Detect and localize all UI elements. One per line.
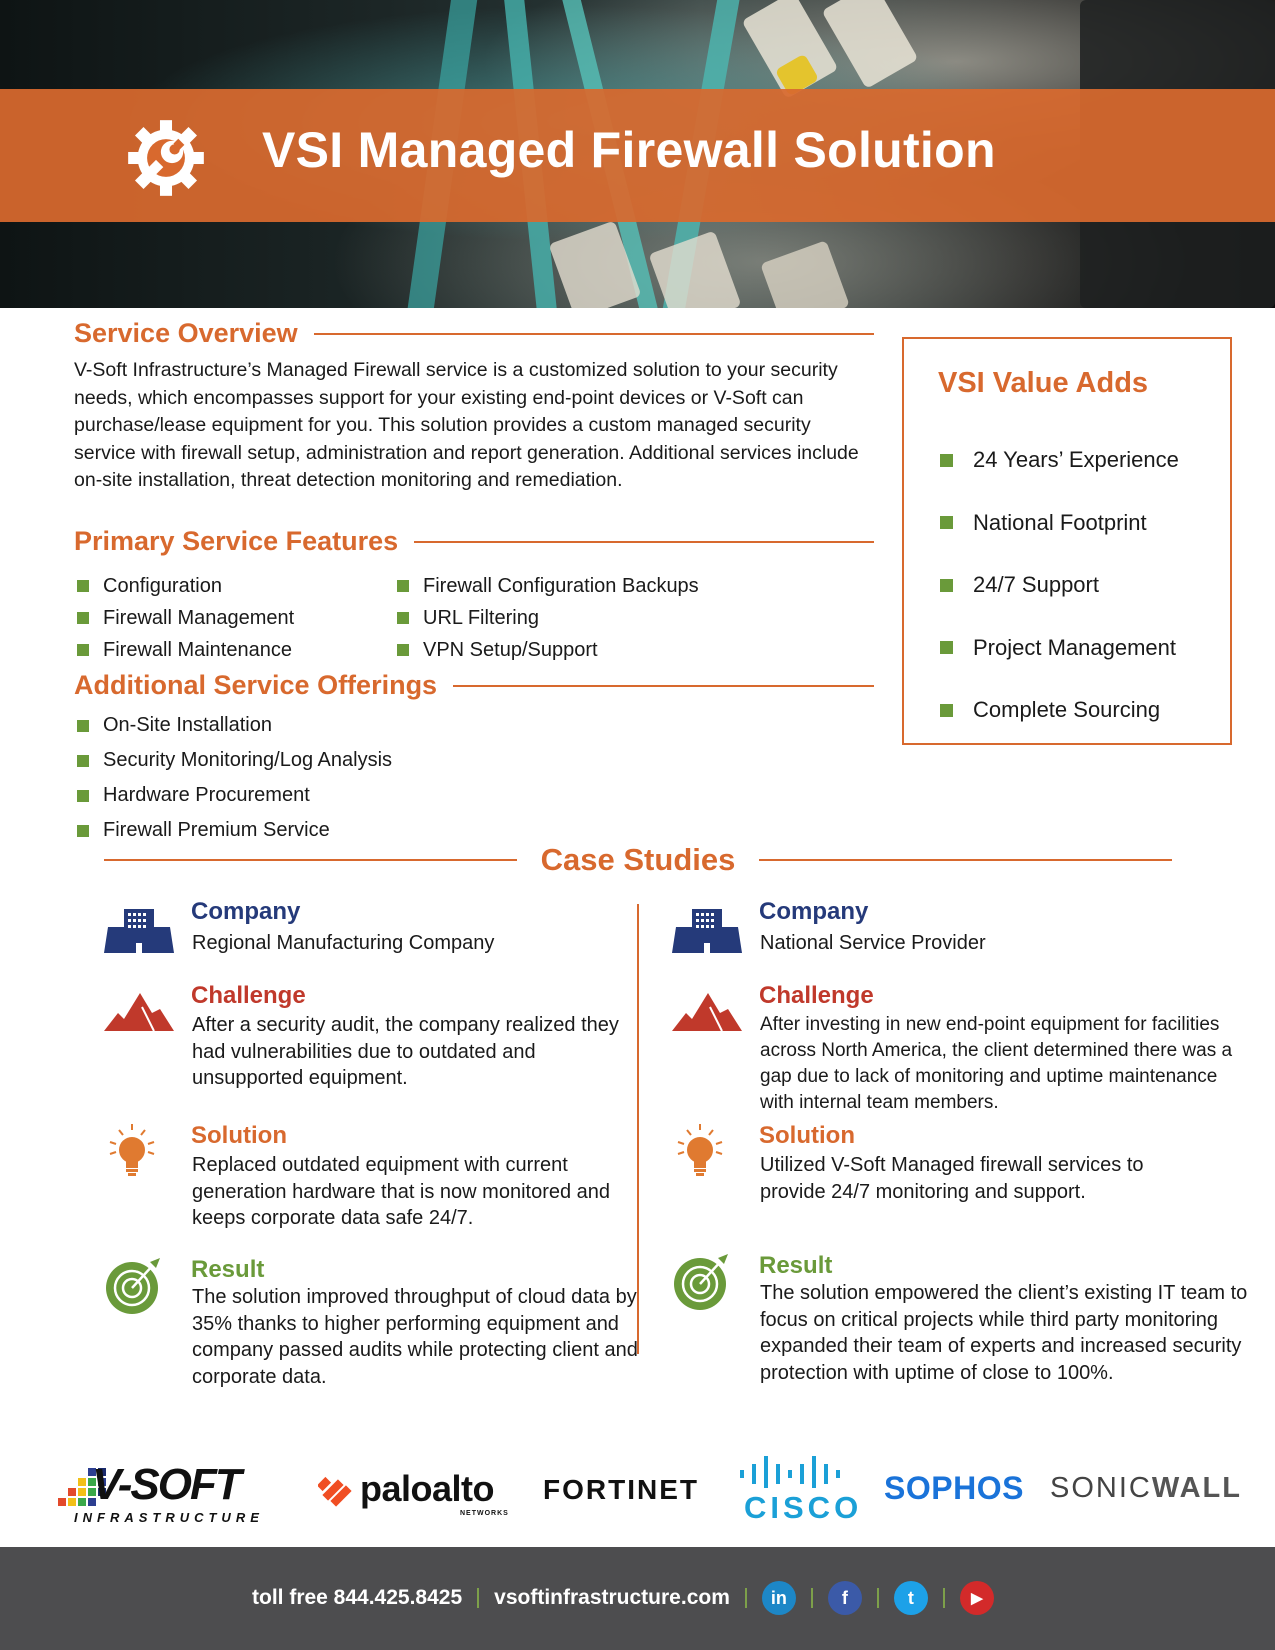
bullet-icon: [940, 454, 953, 467]
list-item: 24/7 Support: [940, 554, 1179, 617]
bullet-icon: [77, 612, 89, 624]
section-title: Case Studies: [540, 842, 736, 877]
additional-offerings-list: [77, 708, 392, 848]
value-adds-list: [940, 429, 1179, 742]
list-item: Firewall Management: [77, 602, 294, 634]
divider: [759, 859, 1172, 861]
footer-contact: [252, 1580, 994, 1616]
website-link[interactable]: vsoftinfrastructure.com: [494, 1586, 730, 1609]
section-title: Primary Service Features: [74, 526, 399, 556]
sophos-logo: SOPHOS: [884, 1470, 1024, 1506]
divider: [811, 1588, 813, 1608]
list-item: 24 Years’ Experience: [940, 429, 1179, 492]
list-item: Hardware Procurement: [77, 778, 392, 813]
list-item: Configuration: [77, 570, 294, 602]
primary-features-heading: [74, 526, 874, 557]
mountain-icon: [672, 982, 742, 1042]
bullet-icon: [397, 612, 409, 624]
partner-logos: [0, 1450, 1275, 1540]
bullet-icon: [77, 644, 89, 656]
divider: [877, 1588, 879, 1608]
list-item: Complete Sourcing: [940, 679, 1179, 742]
target-icon: [672, 1252, 742, 1312]
paloalto-logo: paloalto NETWORKS: [318, 1464, 518, 1524]
case1-company: Company Regional Manufacturing Company: [104, 900, 634, 960]
youtube-icon[interactable]: ▶: [960, 1581, 994, 1615]
bullet-icon: [940, 641, 953, 654]
section-title: Additional Service Offerings: [74, 670, 438, 700]
list-item: National Footprint: [940, 492, 1179, 555]
value-adds-title: VSI Value Adds: [938, 367, 1149, 399]
bullet-icon: [77, 825, 89, 837]
primary-features-list-1: [77, 570, 294, 666]
bullet-icon: [940, 704, 953, 717]
cisco-logo: CISCO: [732, 1456, 852, 1532]
bullet-icon: [940, 516, 953, 529]
building-icon: [104, 900, 174, 960]
bullet-icon: [940, 579, 953, 592]
target-icon: [104, 1256, 174, 1316]
sonicwall-logo: SONICWALL: [1050, 1472, 1242, 1504]
mountain-icon: [104, 982, 174, 1042]
list-item: Project Management: [940, 617, 1179, 680]
linkedin-icon[interactable]: in: [762, 1581, 796, 1615]
divider: [314, 333, 874, 335]
section-title: Service Overview: [74, 318, 298, 348]
bullet-icon: [77, 720, 89, 732]
list-item: VPN Setup/Support: [397, 634, 699, 666]
bullet-icon: [397, 644, 409, 656]
list-item: URL Filtering: [397, 602, 699, 634]
divider: [745, 1588, 747, 1608]
bullet-icon: [77, 790, 89, 802]
phone-number[interactable]: toll free 844.425.8425: [252, 1586, 463, 1609]
footer: [0, 1547, 1275, 1650]
vsoft-logo: V-SOFT INFRASTRUCTURE: [58, 1460, 288, 1530]
bullet-icon: [77, 580, 89, 592]
facebook-icon[interactable]: f: [828, 1581, 862, 1615]
case-studies-heading: [104, 842, 1172, 878]
lightbulb-icon: [672, 1122, 742, 1182]
list-item: Firewall Configuration Backups: [397, 570, 699, 602]
value-adds-box: [902, 337, 1232, 745]
building-icon: [672, 900, 742, 960]
fortinet-logo: FORTINET: [543, 1474, 699, 1505]
service-overview-text: V-Soft Infrastructure’s Managed Firewall service is a customized solution to your security needs, which encompasses support for your existing end-point devices or V-Soft can purchase/lease equipment for you. This solution provides a custom managed security service with firewall setup, administration and report generation. Additional services include on-site installation, threat detection monitoring and remediation.: [74, 359, 859, 491]
page-title: VSI Managed Firewall Solution: [262, 122, 996, 178]
divider: [453, 685, 874, 687]
bullet-icon: [397, 580, 409, 592]
additional-offerings-heading: [74, 670, 874, 701]
twitter-icon[interactable]: t: [894, 1581, 928, 1615]
list-item: Firewall Maintenance: [77, 634, 294, 666]
list-item: Firewall Premium Service: [77, 813, 392, 848]
hero-image: [0, 0, 1275, 308]
primary-features-list-2: [397, 570, 699, 666]
bullet-icon: [77, 755, 89, 767]
divider: [943, 1588, 945, 1608]
divider: [104, 859, 517, 861]
divider: [477, 1588, 479, 1608]
divider: [414, 541, 874, 543]
cisco-bars-mark: [738, 1456, 844, 1488]
service-overview-heading: [74, 318, 874, 349]
gear-wrench-icon: [123, 115, 209, 201]
list-item: Security Monitoring/Log Analysis: [77, 743, 392, 778]
list-item: On-Site Installation: [77, 708, 392, 743]
lightbulb-icon: [104, 1122, 174, 1182]
paloalto-mark: [318, 1472, 356, 1510]
title-banner: [0, 89, 1275, 222]
